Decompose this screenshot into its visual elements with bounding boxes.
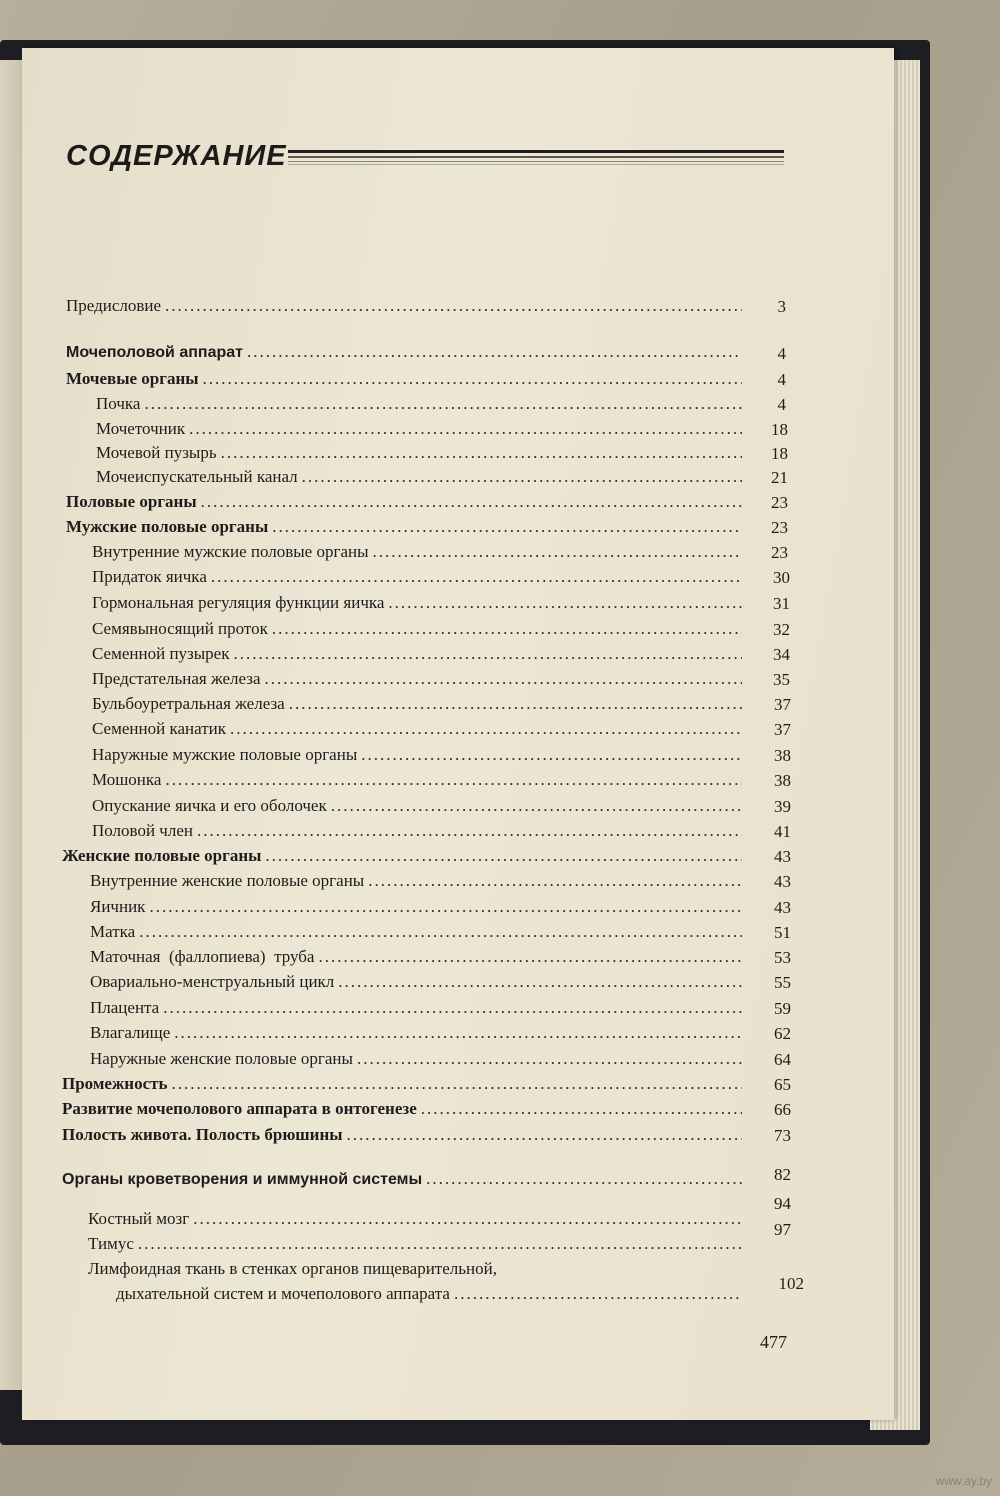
toc-entry	[90, 947, 746, 969]
toc-entry-page: 4	[777, 370, 786, 389]
toc-entry	[66, 369, 746, 391]
toc-entry-page: 23	[771, 493, 788, 512]
toc-entry-label: Маточная (фаллопиева) труба	[90, 947, 315, 966]
toc-entry-page: 34	[773, 645, 790, 664]
toc-entry-label: Промежность	[62, 1074, 168, 1093]
leader-dots	[201, 492, 742, 512]
leader-dots	[421, 1099, 742, 1119]
toc-entry	[88, 1209, 746, 1231]
toc-entry	[96, 443, 746, 465]
toc-entry-page: 73	[774, 1126, 791, 1145]
leader-dots	[331, 796, 742, 816]
toc-entry-label: Мочеиспускательный канал	[96, 467, 298, 486]
toc-entry-page: 39	[774, 797, 791, 816]
toc-entry	[88, 1234, 746, 1256]
toc-entry-label: Наружные мужские половые органы	[92, 745, 358, 764]
toc-entry	[92, 593, 746, 615]
toc-entry-page: 64	[774, 1050, 791, 1069]
toc-entry-label: Плацента	[90, 998, 160, 1017]
toc-entry-page: 66	[774, 1100, 791, 1119]
toc-entry-label: Предстательная железа	[92, 669, 261, 688]
toc-entry-label: Полость живота. Полость брюшины	[62, 1125, 343, 1144]
toc-entry-label: Наружные женские половые органы	[90, 1049, 353, 1068]
toc-entry-page: 59	[774, 999, 791, 1018]
toc-entry-label: Лимфоидная ткань в стенках органов пищеварительной,	[88, 1259, 497, 1278]
toc-entry-page: 18	[771, 444, 788, 463]
toc-entry-page: 37	[774, 720, 791, 739]
toc-entry	[90, 1023, 746, 1045]
toc-entry-label: Мочевые органы	[66, 369, 199, 388]
toc-entry-page: 53	[774, 948, 791, 967]
toc-entry	[92, 745, 746, 767]
toc-entry	[92, 770, 746, 792]
toc-entry-label: Развитие мочеполового аппарата в онтогенезе	[62, 1099, 417, 1118]
leader-dots	[265, 669, 742, 689]
toc-entry-page: 23	[771, 543, 788, 562]
toc-entry-page: 31	[773, 594, 790, 613]
leader-dots	[211, 567, 742, 587]
leader-dots	[318, 947, 742, 967]
toc-entry	[92, 619, 746, 641]
leader-dots	[165, 296, 742, 316]
toc-entry-label: Гормональная регуляция функции яичка	[92, 593, 385, 612]
toc-entry	[66, 517, 746, 539]
leader-dots	[221, 443, 742, 463]
toc-entry	[88, 1259, 746, 1281]
leader-dots	[347, 1125, 742, 1145]
toc-entry-page: 38	[774, 771, 791, 790]
leader-dots	[233, 644, 742, 664]
toc-entry-label: Влагалище	[90, 1023, 171, 1042]
toc-entry-label: Мочеточник	[96, 419, 186, 438]
toc-entry-label: Мочевой пузырь	[96, 443, 217, 462]
toc-entry-page: 21	[771, 468, 788, 487]
toc-entry-label: Органы кроветворения и иммунной системы	[62, 1171, 423, 1188]
leader-dots	[454, 1284, 742, 1304]
leader-dots	[193, 1209, 742, 1229]
toc-entry-label: Половой член	[92, 821, 193, 840]
toc-entry	[90, 1049, 746, 1071]
toc-entry-page: 55	[774, 973, 791, 992]
toc-entry-label: Семенной канатик	[92, 719, 226, 738]
toc-entry-page: 82	[774, 1165, 791, 1184]
leader-dots	[149, 897, 742, 917]
leader-dots	[203, 369, 742, 389]
toc-entry-page: 32	[773, 620, 790, 639]
toc-entry	[96, 467, 746, 489]
leader-dots	[338, 972, 742, 992]
toc-entry-label: Придаток яичка	[92, 567, 207, 586]
toc-entry-label: Мужские половые органы	[66, 517, 269, 536]
toc-entry-page: 3	[777, 297, 786, 316]
leader-dots	[172, 1074, 743, 1094]
leader-dots	[138, 1234, 742, 1254]
leader-dots	[197, 821, 742, 841]
toc-entry-page: 4	[777, 344, 786, 363]
toc-entry-label: Яичник	[90, 897, 146, 916]
toc-entry-page: 37	[774, 695, 791, 714]
leader-dots	[368, 871, 742, 891]
toc-entry	[92, 796, 746, 818]
toc-entry-page: 43	[774, 847, 791, 866]
leader-dots	[272, 619, 742, 639]
toc-entry-label: Опускание яичка и его оболочек	[92, 796, 327, 815]
toc-entry	[92, 567, 746, 589]
toc-entry-page: 62	[774, 1024, 791, 1043]
toc-entry-label: Тимус	[88, 1234, 134, 1253]
toc-entry-page: 30	[773, 568, 790, 587]
toc-entry-label: Внутренние мужские половые органы	[92, 542, 369, 561]
leader-dots	[272, 517, 742, 537]
leader-dots	[265, 846, 742, 866]
toc-entry-page: 97	[774, 1220, 791, 1239]
toc-entry-label: Половые органы	[66, 492, 197, 511]
toc-entry	[62, 1169, 746, 1191]
toc-entry-label: Семенной пузырек	[92, 644, 230, 663]
leader-dots	[361, 745, 742, 765]
toc-entry-page: 51	[774, 923, 791, 942]
toc-entry	[62, 1074, 746, 1096]
toc-entry-label: Женские половые органы	[62, 846, 262, 865]
toc-entry-page: 35	[773, 670, 790, 689]
page-number: 477	[760, 1332, 787, 1352]
toc-entry-page: 43	[774, 898, 791, 917]
leader-dots	[165, 770, 742, 790]
toc-entry	[92, 694, 746, 716]
leader-dots	[139, 922, 742, 942]
toc-entry	[62, 1125, 746, 1147]
toc-entry	[90, 897, 746, 919]
toc-entry	[62, 1099, 746, 1121]
leader-dots	[357, 1049, 742, 1069]
toc-entry-page: 4	[777, 395, 786, 414]
toc-entry-continuation	[116, 1284, 746, 1306]
toc-entry-page: 41	[774, 822, 791, 841]
toc-entry-page: 18	[771, 420, 788, 439]
toc-entry-label: Мошонка	[92, 770, 162, 789]
toc-entry	[66, 492, 746, 514]
leader-dots	[174, 1023, 742, 1043]
toc-entry-label: Бульбоуретральная железа	[92, 694, 285, 713]
toc-entry	[90, 922, 746, 944]
page-title: СОДЕРЖАНИЕ	[66, 140, 287, 172]
toc-entry	[90, 998, 746, 1020]
toc-entry-page: 65	[774, 1075, 791, 1094]
toc-entry	[92, 542, 746, 564]
toc-entry-page: 94	[774, 1194, 791, 1213]
toc-entry-label: Предисловие	[66, 296, 162, 315]
toc-entry-page: 38	[774, 746, 791, 765]
leader-dots	[289, 694, 742, 714]
toc-entry	[66, 342, 746, 364]
leader-dots	[388, 593, 742, 613]
toc-entry	[96, 419, 746, 441]
toc-entry	[92, 669, 746, 691]
toc-entry-page: 43	[774, 872, 791, 891]
leader-dots	[247, 342, 742, 362]
toc-entry	[92, 644, 746, 666]
toc-entry	[62, 846, 746, 868]
toc-entry	[96, 394, 746, 416]
toc-entry-label: Внутренние женские половые органы	[90, 871, 365, 890]
leader-dots	[144, 394, 742, 414]
toc-entry-continuation-label: дыхательной систем и мочеполового аппарата	[116, 1284, 450, 1303]
leader-dots	[373, 542, 742, 562]
leader-dots	[426, 1169, 742, 1189]
toc-entry	[90, 871, 746, 893]
toc-entry-label: Матка	[90, 922, 136, 941]
leader-dots	[230, 719, 742, 739]
toc-entry-label: Почка	[96, 394, 141, 413]
toc-entry	[92, 821, 746, 843]
leader-dots	[189, 419, 742, 439]
watermark: www.ay.by	[935, 1474, 992, 1488]
toc-entry-page: 23	[771, 518, 788, 537]
toc-entry-page: 102	[778, 1274, 804, 1293]
leader-dots	[163, 998, 742, 1018]
toc-entry-label: Костный мозг	[88, 1209, 190, 1228]
leader-dots	[302, 467, 742, 487]
toc-entry-label: Семявыносящий проток	[92, 619, 268, 638]
toc-entry-label: Овариально-менструальный цикл	[90, 972, 335, 991]
toc-entry	[92, 719, 746, 741]
toc-entry-label: Мочеполовой аппарат	[66, 344, 243, 361]
toc-entry	[66, 296, 746, 318]
toc-entry	[90, 972, 746, 994]
